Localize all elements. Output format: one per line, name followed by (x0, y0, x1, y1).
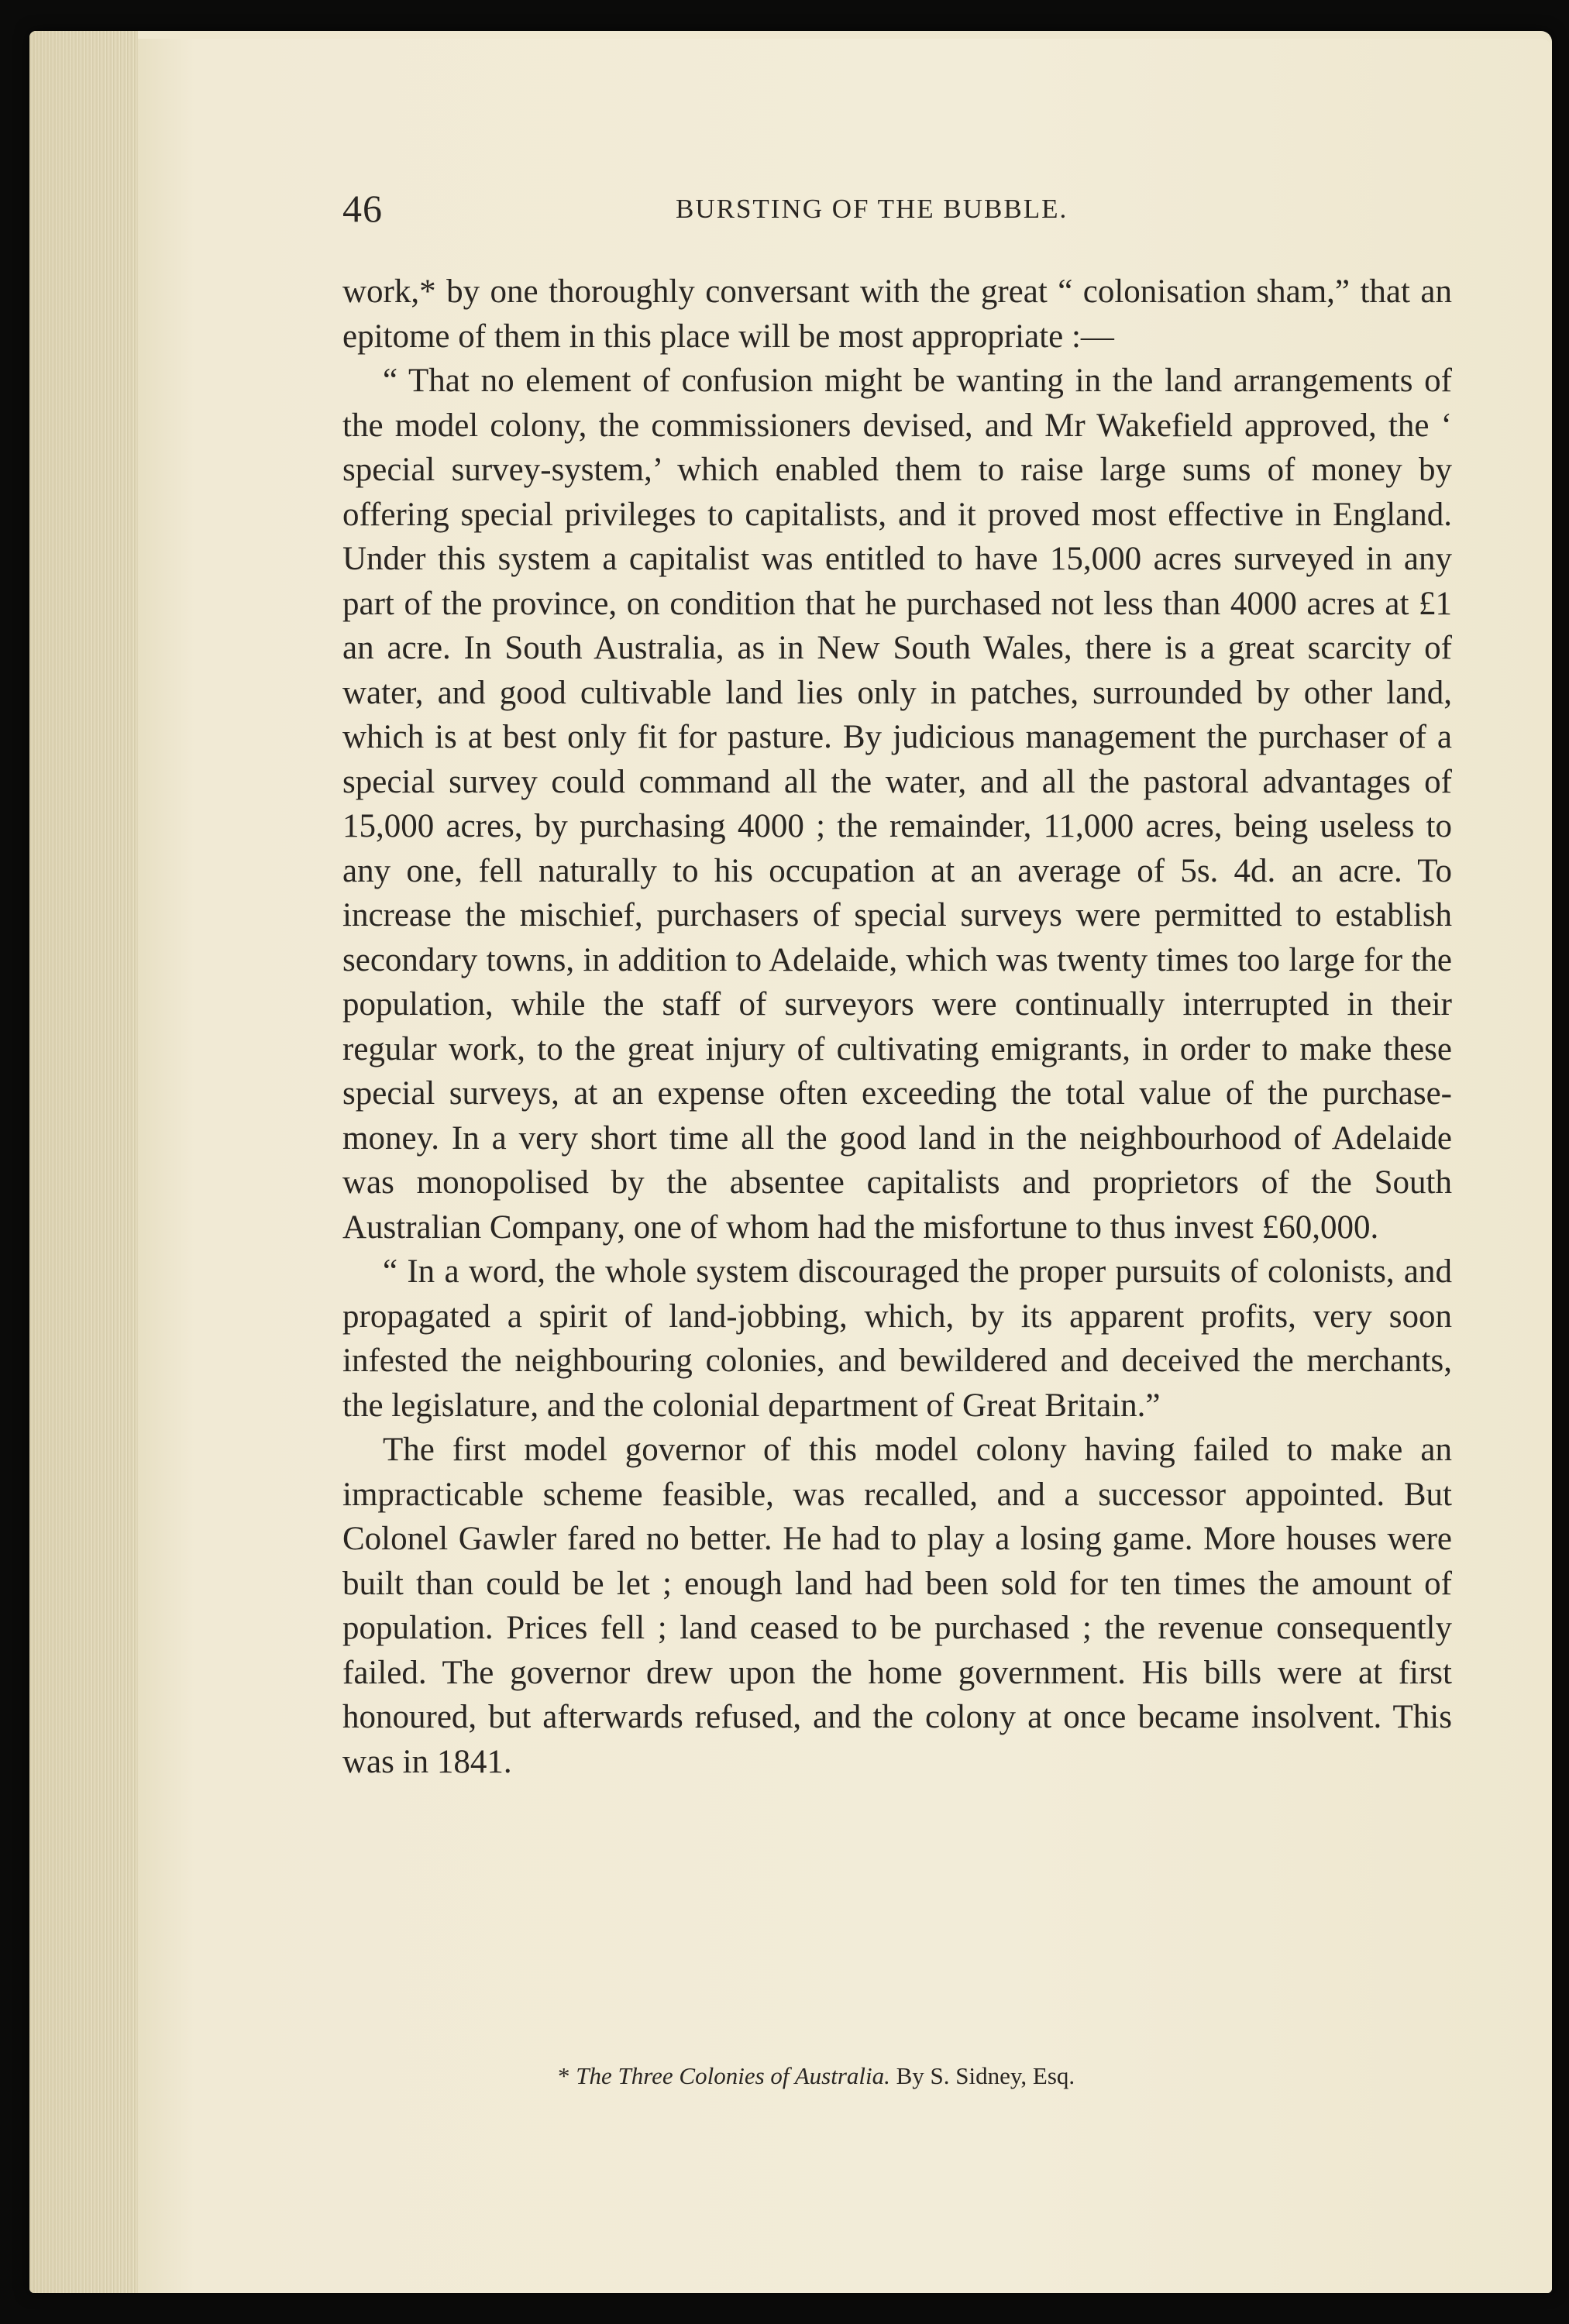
paragraph: “ That no element of confusion might be wanting in the land arrangements of the model colony, the commissioners devised, and Mr Wakefield approved, the ‘ special survey-system,’ which enabled them to raise large sums of money by offering special privileges to capitalists, and it proved most effective in England. Under this system a capitalist was entitled to have 15,000 acres surveyed in any part of the province, on condition that he purchased not less than 4000 acres at £1 an acre. In South Australia, as in New South Wales, there is a great scarcity of water, and good cultivable land lies only in patches, surrounded by other land, which is at best only fit for pasture. By judicious management the purchaser of a special survey could command all the water, and all the pastoral advantages of 15,000 acres, by purchasing 4000 ; the remainder, 11,000 acres, being useless to any one, fell naturally to his occupation at an average of 5s. 4d. an acre. To increase the mischief, purchasers of special surveys were permitted to establish secondary towns, in addition to Adelaide, which was twenty times too large for the population, while the staff of surveyors were continually interrupted in their regular work, to the great injury of cultivating emigrants, in order to make these special surveys, at an expense often exceeding the total value of the purchase-money. In a very short time all the good land in the neighbourhood of Adelaide was monopolised by the absentee capitalists and proprietors of the South Australian Company, one of whom had the misfortune to thus invest £60,000. (342, 363, 1452, 1246)
page-number: 46 (342, 187, 383, 230)
footnote-author: By S. Sidney, Esq. (896, 2062, 1075, 2089)
page-edges (29, 31, 138, 2293)
running-head: BURSTING OF THE BUBBLE. (676, 194, 1068, 224)
body-text (342, 270, 1452, 1784)
footnote-title: The Three Colonies of Australia. (576, 2062, 890, 2089)
paragraph: “ In a word, the whole system discouraged the proper pursuits of colonists, and propagated a spirit of land-jobbing, which, by its apparent profits, very soon infested the neighbouring colonies, and bewildered and deceived the merchants, the legislature, and the colonial department of Great Britain.” (342, 1253, 1452, 1424)
footnote (558, 2062, 1075, 2090)
paragraph: work,* by one thoroughly conversant with the great “ colonisation sham,” that an epitome of them in this place will be most appropriate :— (342, 273, 1452, 355)
page-header (342, 186, 1458, 240)
footnote-marker: * (558, 2062, 570, 2089)
paragraph: The first model governor of this model colony having failed to make an impracticable scheme feasible, was recalled, and a successor appointed. But Colonel Gawler fared no better. He had to play a losing game. More houses were built than could be let ; enough land had been sold for ten times the amount of population. Prices fell ; land ceased to be purchased ; the revenue consequently failed. The governor drew upon the home government. His bills were at first honoured, but afterwards refused, and the colony at once became insolvent. This was in 1841. (342, 1432, 1452, 1780)
